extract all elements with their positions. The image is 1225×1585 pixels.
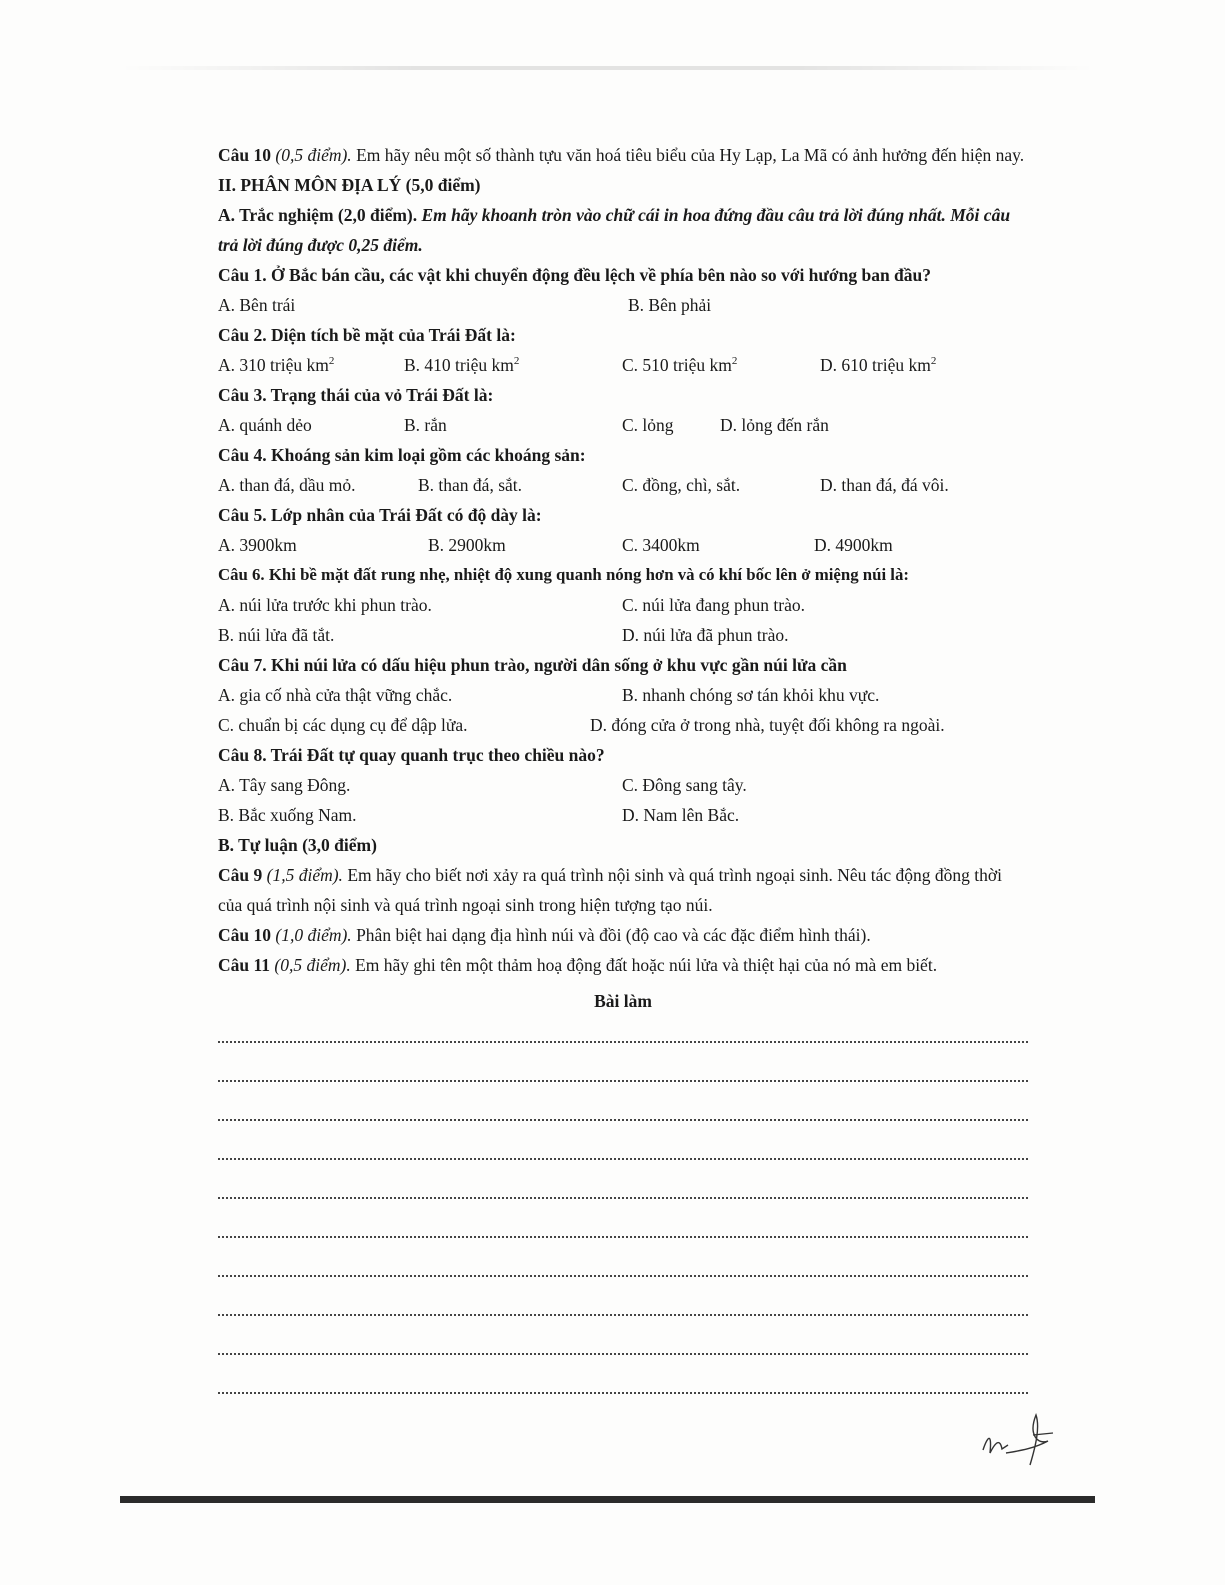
answer-line[interactable]: [218, 1277, 1028, 1316]
option: D. đóng cửa ở trong nhà, tuyệt đối không ra ngoài.: [590, 715, 945, 735]
superscript: 2: [328, 355, 335, 368]
question-text: Em hãy nêu một số thành tựu văn hoá tiêu biểu của Hy Lạp, La Mã có ảnh hưởng đến hiện nay.: [356, 145, 1025, 165]
question-4-options: [218, 470, 1028, 500]
question-points: (0,5 điểm).: [274, 955, 351, 975]
essay-question-10: [218, 920, 1028, 950]
option: A. Tây sang Đông.: [218, 775, 351, 795]
answer-title: Bài làm: [594, 991, 652, 1011]
question-4: Câu 4. Khoáng sản kim loại gồm các khoáng sản:: [218, 445, 586, 465]
essay-question-11: [218, 950, 1028, 980]
essay-question-9: [218, 860, 1028, 920]
question-label: Câu 10: [218, 145, 271, 165]
question-6: Câu 6. Khi bề mặt đất rung nhẹ, nhiệt độ xung quanh nóng hơn và có khí bốc lên ở miệng núi là:: [218, 565, 909, 584]
answer-line[interactable]: [218, 1199, 1028, 1238]
signature-icon: [978, 1405, 1068, 1475]
option: D. lỏng đến rắn: [720, 415, 829, 435]
option: A. quánh dẻo: [218, 415, 312, 435]
option: D. 4900km: [814, 535, 893, 555]
option: A. Bên trái: [218, 295, 296, 315]
question-6-options-row-1: [218, 590, 1028, 620]
part-a-heading: A. Trắc nghiệm (2,0 điểm).: [218, 205, 418, 225]
question-6-options-row-2: [218, 620, 1028, 650]
question-8-options-row-2: [218, 800, 1028, 830]
question-1-options: [218, 290, 1028, 320]
option: B. rắn: [404, 415, 447, 435]
question-2-options: [218, 350, 1028, 380]
answer-line[interactable]: [218, 1316, 1028, 1355]
option: D. than đá, đá vôi.: [820, 475, 949, 495]
answer-line[interactable]: [218, 1355, 1028, 1394]
answer-line[interactable]: [218, 1121, 1028, 1160]
exam-content: [218, 140, 1028, 1394]
question-label: Câu 11: [218, 955, 271, 975]
option: B. 410 triệu km: [404, 355, 514, 375]
scan-bottom-edge: [120, 1496, 1095, 1503]
question-7-options-row-2: [218, 710, 1028, 740]
option: D. núi lửa đã phun trào.: [622, 625, 789, 645]
question-text: Em hãy ghi tên một thảm hoạ động đất hoặc núi lửa và thiệt hại của nó mà em biết.: [355, 955, 938, 975]
option: B. núi lửa đã tắt.: [218, 625, 335, 645]
option: C. 3400km: [622, 535, 700, 555]
answer-line[interactable]: [218, 1238, 1028, 1277]
option: A. than đá, dầu mỏ.: [218, 475, 356, 495]
answer-line[interactable]: [218, 1082, 1028, 1121]
option: C. núi lửa đang phun trào.: [622, 595, 805, 615]
question-5-options: [218, 530, 1028, 560]
question-points: (1,5 điểm).: [266, 865, 343, 885]
option: C. chuẩn bị các dụng cụ để dập lửa.: [218, 715, 468, 735]
option: B. Bắc xuống Nam.: [218, 805, 357, 825]
section-title: II. PHÂN MÔN ĐỊA LÝ (5,0 điểm): [218, 175, 481, 195]
option: C. 510 triệu km: [622, 355, 732, 375]
part-b-heading: B. Tự luận (3,0 điểm): [218, 835, 377, 855]
option: B. nhanh chóng sơ tán khỏi khu vực.: [622, 685, 880, 705]
scan-top-shadow: [120, 66, 1095, 70]
answer-line[interactable]: [218, 1160, 1028, 1199]
question-text: Phân biệt hai dạng địa hình núi và đồi (độ cao và các đặc điểm hình thái).: [356, 925, 871, 945]
superscript: 2: [731, 355, 738, 368]
history-question-10: [218, 140, 1028, 170]
option: B. 2900km: [428, 535, 506, 555]
option: A. 310 triệu km: [218, 355, 329, 375]
question-3: Câu 3. Trạng thái của vỏ Trái Đất là:: [218, 385, 494, 405]
part-a-instruction: Em hãy khoanh tròn vào chữ cái in hoa đứng đầu câu trả lời đúng nhất. Mỗi câu trả lời đúng được 0,25 điểm.: [218, 205, 1011, 255]
option: D. 610 triệu km: [820, 355, 931, 375]
question-1: Câu 1. Ở Bắc bán cầu, các vật khi chuyển động đều lệch về phía bên nào so với hướng ban đầu?: [218, 265, 932, 285]
question-8: Câu 8. Trái Đất tự quay quanh trục theo chiều nào?: [218, 745, 605, 765]
question-2: Câu 2. Diện tích bề mặt của Trái Đất là:: [218, 325, 516, 345]
part-a-header: [218, 200, 1028, 260]
option: C. Đông sang tây.: [622, 775, 747, 795]
question-7: Câu 7. Khi núi lửa có dấu hiệu phun trào, người dân sống ở khu vực gần núi lửa cần: [218, 655, 847, 675]
superscript: 2: [513, 355, 520, 368]
question-8-options-row-1: [218, 770, 1028, 800]
question-3-options: [218, 410, 1028, 440]
question-5: Câu 5. Lớp nhân của Trái Đất có độ dày là:: [218, 505, 542, 525]
option: A. gia cố nhà cửa thật vững chắc.: [218, 685, 453, 705]
option: C. đồng, chì, sắt.: [622, 475, 741, 495]
question-text: Em hãy cho biết nơi xảy ra quá trình nội sinh và quá trình ngoại sinh. Nêu tác động đồng thời của quá trình nội sinh và quá trình ngoại sinh trong hiện tượng tạo núi.: [218, 865, 1003, 915]
question-label: Câu 9: [218, 865, 263, 885]
question-points: (1,0 điểm).: [275, 925, 352, 945]
question-points: (0,5 điểm).: [275, 145, 352, 165]
answer-lines: [218, 1004, 1028, 1394]
answer-line[interactable]: [218, 1043, 1028, 1082]
superscript: 2: [930, 355, 937, 368]
question-7-options-row-1: [218, 680, 1028, 710]
question-label: Câu 10: [218, 925, 271, 945]
option: B. than đá, sắt.: [418, 475, 523, 495]
option: A. núi lửa trước khi phun trào.: [218, 595, 432, 615]
option: A. 3900km: [218, 535, 297, 555]
option: C. lỏng: [622, 415, 674, 435]
option: B. Bên phải: [628, 295, 712, 315]
option: D. Nam lên Bắc.: [622, 805, 740, 825]
